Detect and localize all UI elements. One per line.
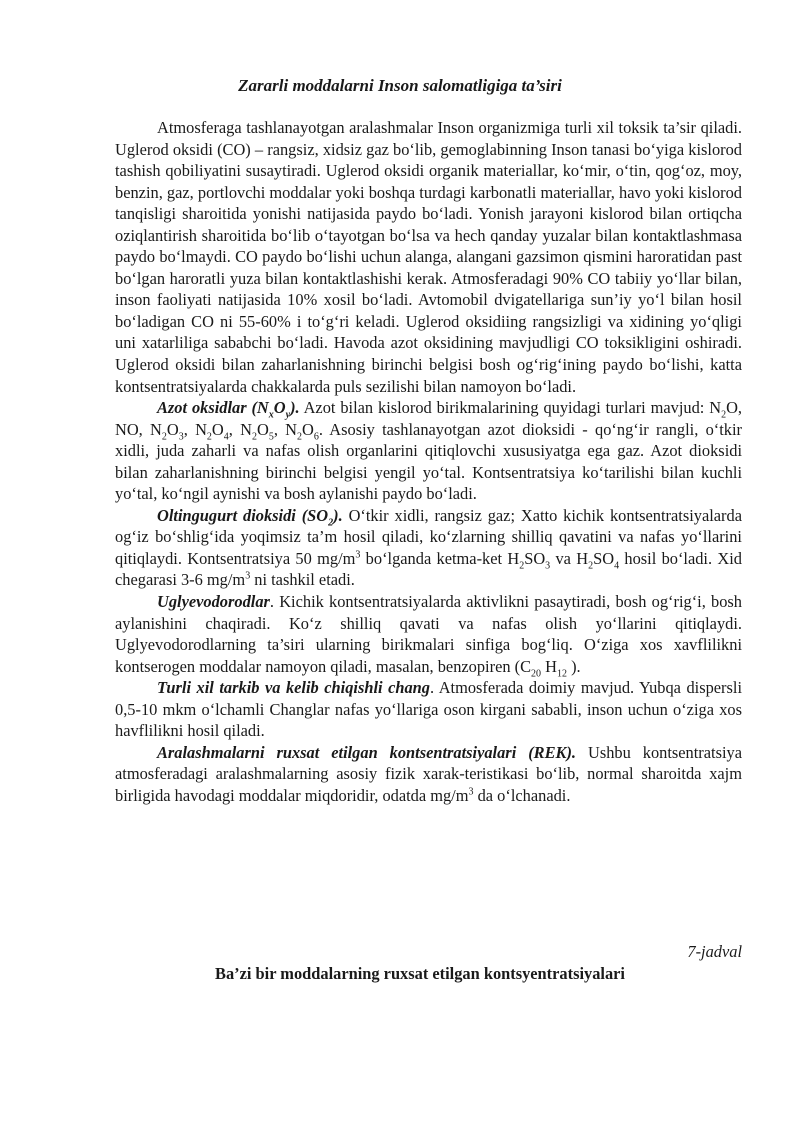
sulfur-dioxide-heading: Oltingugurt dioksidi $(SO_2)$. — [157, 505, 343, 529]
table-number: 7-jadval — [687, 942, 742, 961]
page-title: Zararli moddalarni Inson salomatligiga ta’siri — [238, 76, 562, 95]
hydrocarbons-heading: Uglyevodorodlar — [157, 592, 270, 612]
paragraph-nitrogen-oxides: Azot oksidlar $(N_xO_y)$. Azot bilan kislorod birikmalarining quyidagi turlari mavjud: $N_2O$, NO, $N_2O_3$, $N_2O_4$, $N_2O_5$, $N_2O_6$. Asosiy tashlanayotgan azot dioksidi - qo‘ng‘ir rangli, o‘tkir xidli, juda zaharli va nafas olish organlarini qitiqlovchi xususiyatga ega gaz. Azot dioksidi bilan zaharlanishning birinchi belgisi yengil yo‘tal. Kontsentratsiya ko‘tarilishi bilan kuchli yo‘tal, ko‘ngil aynishi va bosh aylanishi paydo bo‘ladi. — [115, 398, 742, 504]
rek-heading: Aralashmalarni ruxsat etilgan kontsentratsiyalari (REK). — [157, 742, 577, 762]
table-title: Ba’zi bir moddalarning ruxsat etilgan kontsyentratsiyalari — [215, 964, 625, 983]
nitrogen-oxides-heading: Azot oksidlar $(N_xO_y)$. — [157, 398, 300, 421]
paragraph-hydrocarbons: Uglyevodorodlar. Kichik kontsentratsiyalarda aktivlikni pasaytiradi, bosh og‘rig‘i, bosh aylanishini chaqiradi. Ko‘z shilliq qavati va nafas olish yo‘llarini qitiqlaydi. Uglyevodorodlarning ta’siri ularning birikmalari sinfiga bog‘liq. O‘ziga xos xavflilikni kontserogen moddalar namoyon qiladi, masalan, benzopiren ($C_{20}$ $H_{12}$ ). — [115, 592, 742, 679]
paragraph-sulfur-dioxide: Oltingugurt dioksidi $(SO_2)$. O‘tkir xidli, rangsiz gaz; Xatto kichik kontsentratsiyalarda og‘iz bo‘shlig‘ida yoqimsiz ta’m hosil qiladi, ko‘zlarning shilliq qavatini va nafas yo‘llarini qitiqlaydi. Kontsentratsiya 50 $mg/m^3$ bo‘lganda ketma-ket $H_2SO_3$ va $H_2SO_4$ hosil bo‘ladi. Xid chegarasi 3-6 $mg/m^3$ ni tashkil etadi. — [115, 505, 742, 590]
paragraph-carbon-monoxide: Atmosferaga tashlanayotgan aralashmalar Inson organizmiga turli xil toksik ta’sir qiladi. Uglerod oksidi (CO) – rangsiz, xidsiz gaz bo‘lib, gemoglabinning Inson tanasi bo‘yiga kislorod tashish qobiliyatini susaytiradi. Uglerod oksidi organik materiallar, ko‘mir, o‘tin, qog‘oz, moy, benzin, gaz, portlovchi moddalar yoki boshqa turdagi karbonatli materiallar, havo yoki kislorod tanqisligi sharoitida yonishi natijasida paydo bo‘ladi. Yonish jarayoni kislorod bilan ortiqcha oziqlantirish sharoitida bo‘lib o‘tayotgan bo‘lsa va hech qanday yuzalar bilan kontaktlashmasa paydo bo‘lmaydi. CO paydo bo‘lishi uchun alanga, alangani gazsimon qismini haroratidan past bo‘lgan haroratli yuza bilan kontaktlashishi kerak. Atmosferadagi 90% CO tabiiy yo‘llar bilan, inson faoliyati natijasida 10% xosil bo‘ladi. Avtomobil dvigatellariga sun’iy yo‘l bilan hosil bo‘ladigan CO ni 55-60% i to‘g‘ri keladi. Uglerod oksidiing rangsizligi va xidining yo‘qligi uni xatarliligа sababchi bo‘ladi. Havoda azot oksidining mavjudligi CO toksikligini oshiradi. Uglerod oksidi bilan zaharlanishning birinchi belgisi bosh og‘rig‘ining paydo bo‘lishi, katta kontsentratsiyalarda chakkalarda puls sezilishi bilan namoyon bo‘ladi. — [115, 118, 742, 396]
document-body — [115, 117, 742, 807]
dust-heading: Turli xil tarkib va kelib chiqishli chang — [157, 678, 430, 698]
paragraph-dust: Turli xil tarkib va kelib chiqishli chang. Atmosferada doimiy mavjud. Yubqa dispersli 0,5-10 mkm o‘lchamli Changlar nafas yo‘llariga oson kirgani sababli, inson uchun o‘ziga xos havflilikni hosil qiladi. — [115, 678, 743, 741]
paragraph-rek: Aralashmalarni ruxsat etilgan kontsentratsiyalari (REK). Ushbu kontsentratsiya atmosferadagi aralashmalarning asosiy fizik xarak-teristikasi bo‘lib, normal sharoitda xajm birligida havodagi moddalar miqdoridir, odatda $mg/m^3$ da o‘lchanadi. — [115, 742, 742, 805]
